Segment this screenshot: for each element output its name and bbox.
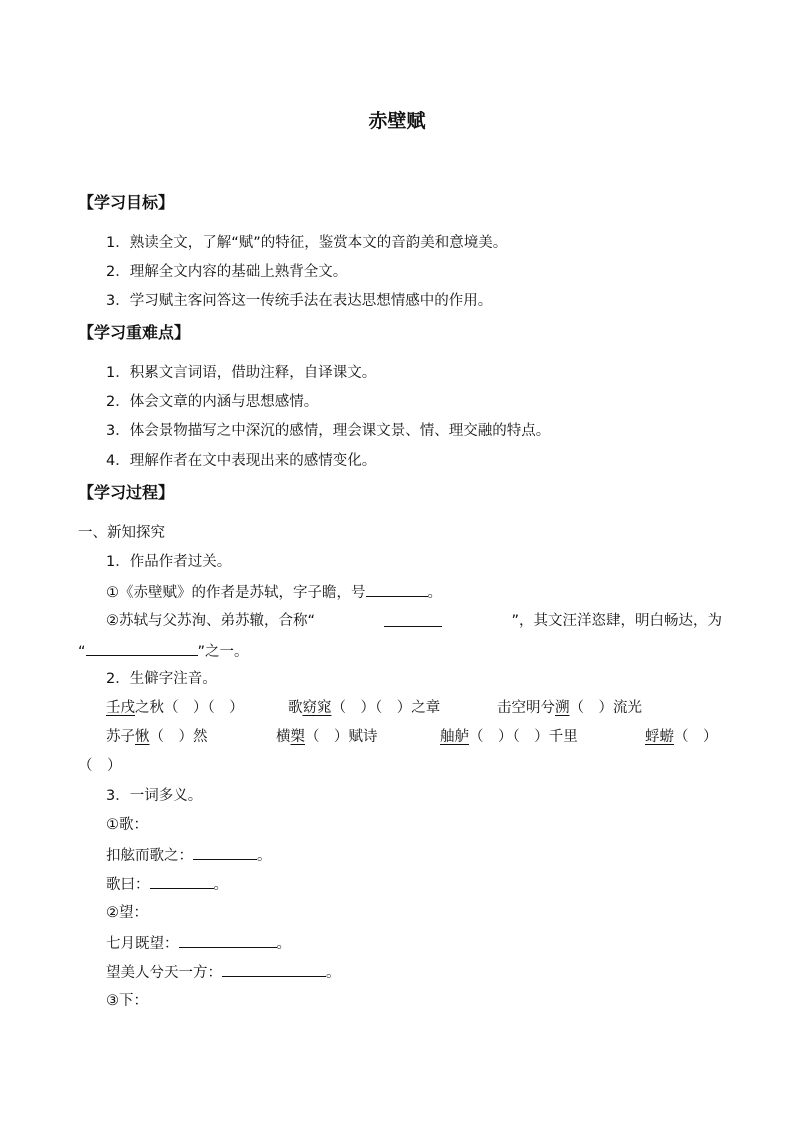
key-point-item-3: 3．体会景物描写之中深沉的感情，理会课文景、情、理交融的特点。: [106, 423, 551, 439]
goal-item-2: 2．理解全文内容的基础上熟背全文。: [106, 264, 348, 280]
answer-blank[interactable]: [222, 961, 326, 977]
answer-blank[interactable]: [179, 932, 277, 948]
answer-blank[interactable]: [193, 844, 257, 860]
key-point-item-4: 4．理解作者在文中表现出来的感情变化。: [106, 453, 377, 469]
pinyin-item-renxu: 壬戌之秋（ ）（ ）: [106, 700, 244, 716]
word-wang: ②望：: [106, 905, 148, 921]
key-point-item-1: 1．积累文言词语，借助注释，自译课文。: [106, 365, 377, 381]
question-1b-line1: ②苏轼与父苏洵、弟苏辙，合称“ ”，其文汪洋恣肆，明白畅达，为: [106, 613, 722, 629]
word-xia: ③下：: [106, 993, 148, 1009]
word-wang-sense-2: 望美人兮天一方： 。: [106, 961, 341, 983]
question-1: 1．作品作者过关。: [106, 554, 232, 570]
part-heading: 一、新知探究: [78, 525, 165, 541]
section-heading-key-points: 【学习重难点】: [78, 323, 191, 342]
key-point-item-2: 2．体会文章的内涵与思想感情。: [106, 394, 319, 410]
pinyin-item-fuyou: 蜉蝣（ ）: [645, 729, 718, 745]
page-title: 赤壁赋: [368, 110, 426, 132]
answer-blank[interactable]: [86, 640, 198, 656]
pinyin-item-shuo: 横槊（ ）赋诗: [276, 729, 378, 745]
pinyin-item-fuyou-cont: （ ）: [78, 758, 122, 774]
pinyin-item-su: 击空明兮溯（ ）流光: [497, 700, 642, 716]
question-1a: ①《赤壁赋》的作者是苏轼，字子瞻，号 。: [106, 581, 442, 603]
word-ge-sense-1: 扣舷而歌之： 。: [106, 844, 272, 866]
word-wang-sense-1: 七月既望： 。: [106, 932, 291, 954]
question-3: 3．一词多义。: [106, 788, 203, 804]
question-2: 2．生僻字注音。: [106, 671, 217, 687]
answer-blank[interactable]: [384, 611, 442, 627]
answer-blank[interactable]: [366, 581, 428, 597]
pinyin-item-qiao: 苏子愀（ ）然: [106, 729, 208, 745]
question-1b-line2: “ ”之一。: [78, 640, 249, 662]
answer-blank[interactable]: [150, 873, 214, 889]
section-heading-goals: 【学习目标】: [78, 193, 175, 212]
pinyin-item-zhulu: 舳舻（ ）（ ）千里: [440, 729, 578, 745]
pinyin-item-yaotiao: 歌窈窕（ ）（ ）之章: [288, 700, 441, 716]
word-ge: ①歌：: [106, 817, 148, 833]
goal-item-3: 3．学习赋主客问答这一传统手法在表达思想情感中的作用。: [106, 293, 493, 309]
section-heading-process: 【学习过程】: [78, 483, 175, 502]
word-ge-sense-2: 歌曰： 。: [106, 873, 228, 895]
goal-item-1: 1．熟读全文，了解“赋”的特征，鉴赏本文的音韵美和意境美。: [106, 235, 508, 251]
